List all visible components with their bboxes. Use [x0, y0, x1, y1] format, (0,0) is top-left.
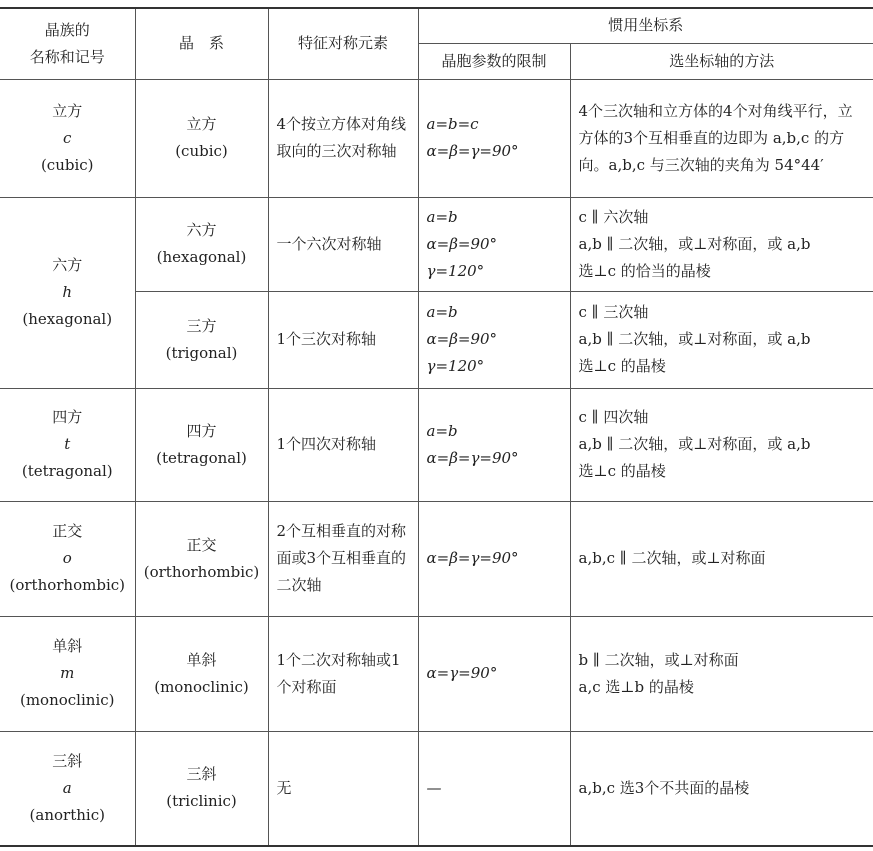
- params-cell: [418, 197, 570, 291]
- header-system: 晶 系: [135, 8, 268, 79]
- crystal-family-table: [0, 7, 873, 847]
- system-cell: [135, 79, 268, 197]
- axes-line: a,b,c 选3个不共面的晶棱: [578, 778, 750, 797]
- family-cell: [0, 388, 135, 501]
- axes-line: c ∥ 四次轴: [578, 408, 649, 426]
- table-row: [0, 616, 873, 731]
- header-coord: 惯用坐标系: [418, 8, 873, 43]
- symmetry-cell: 1个二次对称轴或1个对称面: [268, 616, 418, 731]
- system-name: 单斜: [186, 650, 217, 669]
- table-row: [0, 501, 873, 616]
- symmetry-cell: 一个六次对称轴: [268, 197, 418, 291]
- family-name: 六方: [52, 256, 83, 274]
- table-row: [0, 388, 873, 501]
- header-row: [0, 8, 873, 43]
- param-line: α=γ=90°: [426, 664, 498, 682]
- system-cell: [135, 616, 268, 731]
- family-cell: [0, 197, 135, 388]
- header-params: 晶胞参数的限制: [418, 43, 570, 79]
- family-cell: [0, 616, 135, 731]
- family-english: (tetragonal): [21, 462, 113, 480]
- axes-line: 选⊥c 的晶棱: [578, 462, 666, 480]
- system-name: 四方: [186, 421, 217, 440]
- family-cell: [0, 731, 135, 846]
- axes-cell: [570, 388, 873, 501]
- table-body: [0, 79, 873, 846]
- header-family-line1: 晶族的: [44, 20, 90, 39]
- family-name: 单斜: [52, 637, 83, 655]
- system-english: (hexagonal): [156, 248, 247, 266]
- system-cell: [135, 197, 268, 291]
- header-axes: 选坐标轴的方法: [570, 43, 873, 79]
- params-cell: [418, 388, 570, 501]
- axes-cell: [570, 501, 873, 616]
- axes-cell: [570, 291, 873, 388]
- family-english: (anorthic): [29, 805, 105, 824]
- axes-line: a,b ∥ 二次轴，或⊥对称面，或 a,b: [578, 435, 811, 453]
- system-name: 正交: [186, 535, 217, 554]
- axes-line: 选⊥c 的晶棱: [578, 357, 666, 375]
- param-line: a=b=c: [426, 115, 479, 133]
- system-english: (orthorhombic): [143, 562, 260, 581]
- symmetry-cell: 1个四次对称轴: [268, 388, 418, 501]
- params-cell: [418, 79, 570, 197]
- system-name: 六方: [186, 221, 217, 239]
- family-cell: [0, 501, 135, 616]
- system-cell: [135, 731, 268, 846]
- family-symbol: o: [62, 549, 72, 567]
- family-name: 立方: [52, 101, 83, 120]
- system-cell: [135, 388, 268, 501]
- axes-line: c ∥ 三次轴: [578, 303, 649, 321]
- table-row: [0, 79, 873, 197]
- symmetry-cell: 1个三次对称轴: [268, 291, 418, 388]
- system-english: (triclinic): [166, 792, 237, 811]
- axes-cell: [570, 616, 873, 731]
- system-english: (monoclinic): [154, 677, 249, 696]
- param-line: α=β=γ=90°: [426, 448, 519, 467]
- table-row: [0, 731, 873, 846]
- params-cell: [418, 501, 570, 616]
- family-name: 正交: [52, 522, 83, 540]
- family-symbol: a: [62, 778, 72, 797]
- param-line: γ=120°: [426, 261, 485, 280]
- axes-line: a,c 选⊥b 的晶棱: [578, 677, 694, 696]
- params-cell: [418, 731, 570, 846]
- axes-line: 选⊥c 的恰当的晶棱: [578, 261, 711, 280]
- table-row: [0, 197, 873, 291]
- family-english: (cubic): [40, 155, 94, 174]
- axes-cell: [570, 79, 873, 197]
- system-english: (trigonal): [165, 343, 238, 362]
- param-line: α=β=γ=90°: [426, 549, 519, 567]
- family-name: 四方: [52, 408, 83, 426]
- system-english: (tetragonal): [156, 448, 247, 467]
- axes-line: a,b ∥ 二次轴，或⊥对称面，或 a,b: [578, 330, 811, 348]
- family-english: (orthorhombic): [9, 576, 125, 594]
- system-name: 立方: [186, 115, 217, 133]
- axes-line: a,b,c ∥ 二次轴，或⊥对称面: [578, 549, 766, 567]
- param-line: a=b: [426, 207, 458, 226]
- param-line: α=β=γ=90°: [426, 142, 519, 160]
- system-cell: [135, 291, 268, 388]
- axes-cell: [570, 731, 873, 846]
- symmetry-cell: 2个互相垂直的对称面或3个互相垂直的二次轴: [268, 501, 418, 616]
- param-line: a=b: [426, 421, 458, 440]
- symmetry-cell: 无: [268, 731, 418, 846]
- family-cell: [0, 79, 135, 197]
- param-line: α=β=90°: [426, 234, 498, 253]
- params-cell: [418, 616, 570, 731]
- params-cell: [418, 291, 570, 388]
- family-symbol: h: [62, 283, 73, 301]
- param-line: γ=120°: [426, 357, 485, 375]
- family-symbol: m: [60, 664, 75, 682]
- axes-line: c ∥ 六次轴: [578, 207, 649, 226]
- param-line: a=b: [426, 303, 458, 321]
- symmetry-cell: 4个按立方体对角线取向的三次对称轴: [268, 79, 418, 197]
- family-symbol: t: [64, 435, 71, 453]
- axes-line: b ∥ 二次轴，或⊥对称面: [578, 650, 739, 669]
- param-line: —: [426, 778, 442, 797]
- axes-cell: [570, 197, 873, 291]
- family-symbol: c: [63, 128, 72, 147]
- family-english: (monoclinic): [19, 691, 115, 709]
- family-english: (hexagonal): [22, 310, 113, 328]
- axes-line: a,b ∥ 二次轴，或⊥对称面，或 a,b: [578, 234, 811, 253]
- header-family-line2: 名称和记号: [29, 47, 105, 66]
- param-line: α=β=90°: [426, 330, 498, 348]
- header-family: [0, 8, 135, 79]
- header-symmetry: 特征对称元素: [268, 8, 418, 79]
- family-name: 三斜: [52, 751, 83, 770]
- system-name: 三斜: [186, 765, 217, 784]
- system-cell: [135, 501, 268, 616]
- axes-line: 4个三次轴和立方体的4个对角线平行，立方体的3个互相垂直的边即为 a,b,c 的方向。a,b,c 与三次轴的夹角为 54°44′: [578, 101, 853, 174]
- system-name: 三方: [186, 316, 217, 335]
- system-english: (cubic): [175, 142, 228, 160]
